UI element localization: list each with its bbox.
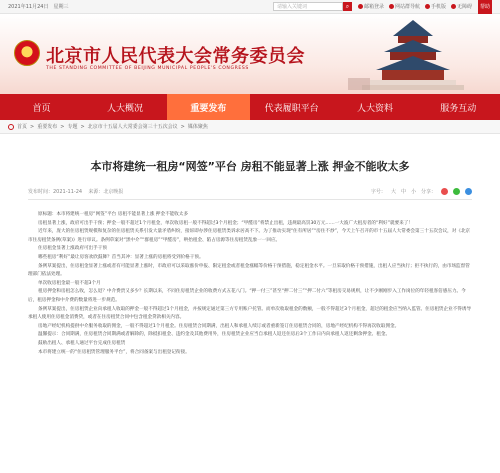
top-bar — [0, 0, 500, 14]
nav-deputy-platform[interactable]: 代表履职平台 — [264, 103, 319, 114]
crumb-session[interactable]: 北京市十五届人大常委会第三十五次会议 — [87, 124, 178, 130]
article-body — [28, 211, 472, 357]
paragraph: 本市将建立统一的“住房租赁管理服务平台”，将合同备案与出租登记衔接。 — [38, 349, 190, 355]
nav-overview[interactable]: 人大概况 — [106, 103, 143, 114]
paragraph: 条例草案提出，住房租金显著上涨或者有可能显著上涨时，市政府可以采取涨价申报、限定租金或者租金涨幅等价格干预措施，稳定租金水平。一旦采取价格干预措施，出租人应当执行；拒不执行的，由市场监督管理部门依法处理。 — [28, 263, 470, 278]
site-subtitle: THE STANDING COMMITTEE OF BEIJING MUNICIPAL PEOPLE'S CONGRESS — [46, 66, 249, 71]
search-input[interactable]: 请输入关键词 — [273, 2, 343, 11]
link-accessibility[interactable]: 无障碍 — [451, 3, 472, 10]
wechat-icon[interactable] — [453, 188, 460, 195]
crumb-topics[interactable]: 专题 — [67, 124, 78, 130]
paragraph: 近年来，庞大的住房租赁规模和复杂的住房租赁关系引发大量矛盾纠纷，接诉即办涉住房租赁类诉求居高不下。为了推动实现“住有所居”“房住不炒”，今天上午召开的市十五届人大常委会第三十五次会议，对《北京市住房租赁条例(草案)》进行审议。条例草案对“黑中介”“群租房”“甲醛房”，哄抬租金、陷占房源等住房租赁乱象一一回应。 — [28, 229, 471, 243]
site-title[interactable]: 北京市人民代表大会常务委员会 — [46, 46, 305, 67]
font-size-small[interactable]: 小 — [410, 189, 416, 195]
article-container — [0, 158, 500, 357]
subheading: 住房租金显著上涨政府可出手干预 — [38, 246, 107, 252]
paragraph: 房租显著上涨，政府可出手干预；押金一般不超过1个月租金，单次收房租一般不得超过3个月租金；“甲醛房”将禁止出租，违规最高罚30万元……一大波广大租房者的“利好”就要来了！ — [38, 220, 413, 226]
crumb-separator: > — [180, 123, 185, 130]
breadcrumb — [0, 120, 500, 134]
paragraph: 原标题：本市将建统一租房“网签”平台 房租不能显著上涨 押金不能收太多 — [38, 212, 189, 217]
main-nav — [0, 94, 500, 120]
search-icon[interactable]: ⌕ — [343, 2, 352, 11]
mobile-icon — [425, 4, 430, 9]
crumb-media[interactable]: 媒体聚焦 — [187, 124, 208, 130]
nav-home[interactable]: 首页 — [32, 103, 51, 114]
top-bar-right — [273, 0, 492, 14]
link-email[interactable]: 邮箱登录 — [358, 3, 384, 10]
site-banner — [0, 14, 500, 94]
crumb-separator: > — [80, 123, 85, 130]
nav-materials[interactable]: 人大资料 — [356, 103, 393, 114]
weibo-icon[interactable] — [441, 188, 448, 195]
top-links — [358, 3, 472, 10]
link-mobile[interactable]: 手机版 — [425, 3, 446, 10]
article-info — [28, 188, 123, 195]
mail-icon — [358, 4, 363, 9]
paragraph: 房地产经纪机构提供中介服务收取的佣金，一般不得超过1个月租金。住房租赁合同期满，出租人和承租人续订或者重新签订住房租赁合同的，房地产经纪机构不得再次收取佣金。 — [38, 323, 400, 329]
help-button[interactable]: 帮助 — [478, 0, 492, 14]
crumb-separator: > — [60, 123, 65, 130]
national-emblem-icon — [14, 40, 40, 66]
paragraph: 条例草案提出，住房租赁企业向承租人收取的押金一般不得超过1个月租金，并按规定通过第三方专用账户托管。而单次收取租金的数额，一般不得超过3个月租金，超过的租金应当纳入监管。住房租赁企业不得诱导承租人使用住房租金消费贷，或者在住房租赁合同中包含租金贷款相关内容。 — [28, 306, 472, 321]
sitemap-icon — [389, 4, 394, 9]
subheading: 单次收房租金最一般不超3个月 — [38, 280, 101, 286]
subheading: 鼓励出租人、承租人通过平台完成住房租赁 — [38, 340, 126, 346]
publish-date: 发布时间：2021-11-24 — [28, 189, 83, 195]
article-tools — [371, 188, 472, 195]
nav-service[interactable]: 服务互动 — [440, 103, 477, 114]
crumb-home[interactable]: 首页 — [17, 124, 28, 130]
font-size-label: 字号： — [370, 189, 386, 195]
paragraph: 哪些租房“利好”最让房客欢欣鼓舞？首当其冲：显著上涨的房租将受到价格干预。 — [38, 254, 204, 260]
article-source: 来源：北京晚报 — [88, 189, 124, 195]
accessibility-icon — [451, 4, 456, 9]
qq-icon[interactable] — [465, 188, 472, 195]
crumb-separator: > — [30, 123, 35, 130]
share-label: 分享： — [420, 189, 436, 195]
link-site-nav[interactable]: 网站群导航 — [389, 3, 420, 10]
font-size-medium[interactable]: 中 — [400, 189, 406, 195]
article-title: 本市将建统一租房“网签”平台 房租不能显著上涨 押金不能收太多 — [90, 160, 410, 173]
article-meta — [28, 188, 472, 200]
paragraph: 温馨提示：合同期满，住房租赁合同期满或者解除的，除抵扣租金、违约金及其他费用外，住房租赁企业应当自承租人返还住房后3个工作日内向承租人返还剩余押金、租金。 — [38, 332, 391, 338]
current-date: 2021年11月24日 星期三 — [8, 4, 69, 10]
paragraph: 租房押金和房租怎么收，怎么退？中介费贵又多少？长期以来，不同住房租赁企业的收费方式五花八门。“押一付三”甚至“押二付三”“押二付六”等租房交易规则，让不少刚刚步入工作岗位的年轻租客倍感压力。今后，租房押金和中介费的数量将进一步规范。 — [28, 289, 466, 303]
crumb-releases[interactable]: 重要发布 — [37, 124, 58, 130]
font-size-large[interactable]: 大 — [390, 189, 396, 195]
location-icon — [8, 124, 14, 130]
temple-of-heaven-icon — [348, 18, 478, 94]
nav-important-releases[interactable]: 重要发布 — [167, 94, 250, 120]
